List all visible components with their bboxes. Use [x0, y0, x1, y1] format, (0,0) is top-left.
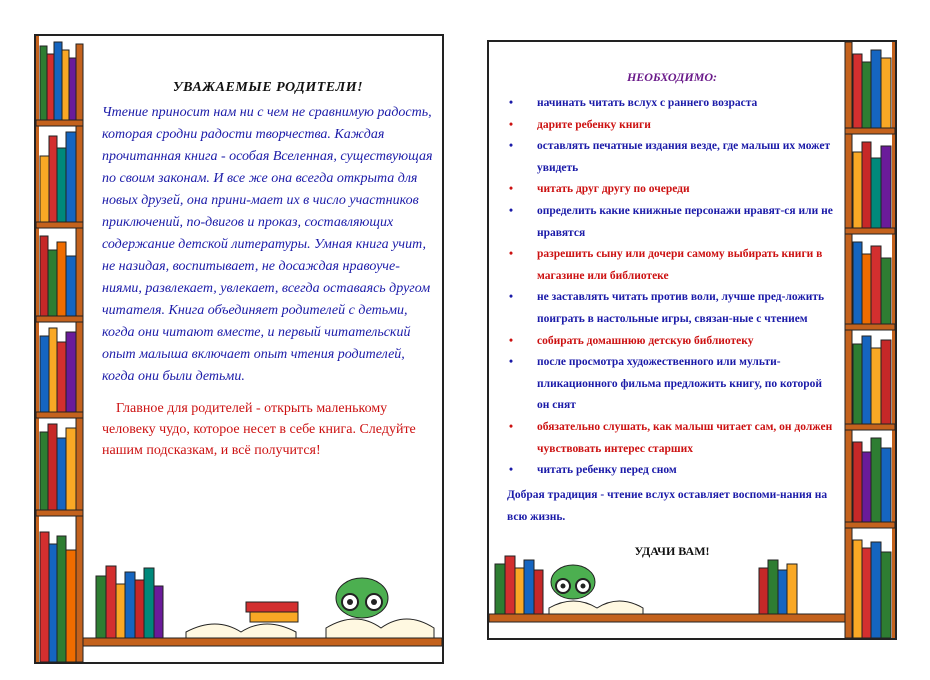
list-item — [507, 352, 837, 417]
page-title: УВАЖАЕМЫЕ РОДИТЕЛИ! — [172, 80, 364, 95]
bullet-icon: • — [509, 464, 514, 477]
bullet-icon: • — [509, 118, 514, 131]
list-item-text: оставлять печатные издания везде, где малыш их может увидеть — [537, 140, 831, 174]
list-item-text: после просмотра художественного или мульти-пликационного фильма предложить книгу, по которой он снят — [537, 356, 823, 412]
list-item-text: определить какие книжные персонажи нравят-ся или не нравятся — [537, 204, 833, 239]
list-item-text: обязательно слушать, как малыш читает сам, он должен чувствовать интерес старших — [537, 420, 833, 455]
bullet-icon: • — [509, 291, 514, 304]
list-item — [507, 179, 837, 201]
list-title: НЕОБХОДИМО: — [626, 70, 718, 84]
bullet-icon: • — [509, 248, 514, 261]
closing-wish: УДАЧИ ВАМ! — [634, 543, 710, 558]
list-item — [507, 460, 837, 482]
list-item — [507, 115, 837, 137]
list-item-text: читать ребенку перед сном — [537, 464, 677, 477]
main-message: Главное для родителей - открыть маленькому человеку чудо, которое несет в себе книга. Следуйте нашим подсказкам, и всё получится! — [102, 401, 416, 458]
bullet-icon: • — [509, 420, 514, 433]
list-item — [507, 417, 837, 460]
list-item — [507, 93, 837, 115]
bullet-icon: • — [509, 356, 514, 369]
list-item-text: дарите ребенку книги — [537, 118, 651, 131]
list-item — [507, 331, 837, 353]
left-page — [34, 34, 444, 664]
bullet-icon: • — [509, 204, 514, 217]
intro-paragraph: Чтение приносит нам ни с чем не сравнимую радость, которая сродни радости творчества. Каждая прочитанная книга - особая Вселенная, существующая по своим законам. И все же она всегда открыта для новых друзей, она прини-мает их в число участников приключений, по-двигов и проказ, составляющих содержание детской литературы. Умная книга учит, не назидая, воспитывает, не досаждая нравоуче-ниями, развлекает, увлекает, всегда оставаясь другом читателя. Книга объединяет родителей с детьми, когда они читают вместе, и первый читательский опыт малыша включает опыт чтения родителей, когда они были детьми. — [102, 105, 433, 384]
list-item — [507, 136, 837, 179]
bullet-icon: • — [509, 97, 514, 109]
list-item-text: собирать домашнюю детскую библиотеку — [537, 334, 754, 347]
list-item — [507, 201, 837, 244]
bullet-icon: • — [509, 140, 514, 153]
list-item — [507, 287, 837, 330]
tips-list — [507, 93, 837, 482]
bullet-icon: • — [509, 334, 514, 347]
right-page — [487, 40, 897, 640]
right-content — [507, 70, 837, 559]
list-item-text: начинать читать вслух с раннего возраста — [537, 97, 758, 109]
bullet-icon: • — [509, 183, 514, 196]
list-item-text: разрешить сыну или дочери самому выбирать книги в магазине или библиотеке — [537, 248, 823, 282]
list-item — [507, 244, 837, 287]
list-item-text: читать друг другу по очереди — [537, 183, 690, 196]
tradition-note: Добрая традиция - чтение вслух оставляет воспоми-нания на всю жизнь. — [507, 488, 828, 523]
left-content — [102, 80, 434, 461]
list-item-text: не заставлять читать против воли, лучше пред-ложить поиграть в настольные игры, связан-ные с чтением — [537, 291, 825, 325]
